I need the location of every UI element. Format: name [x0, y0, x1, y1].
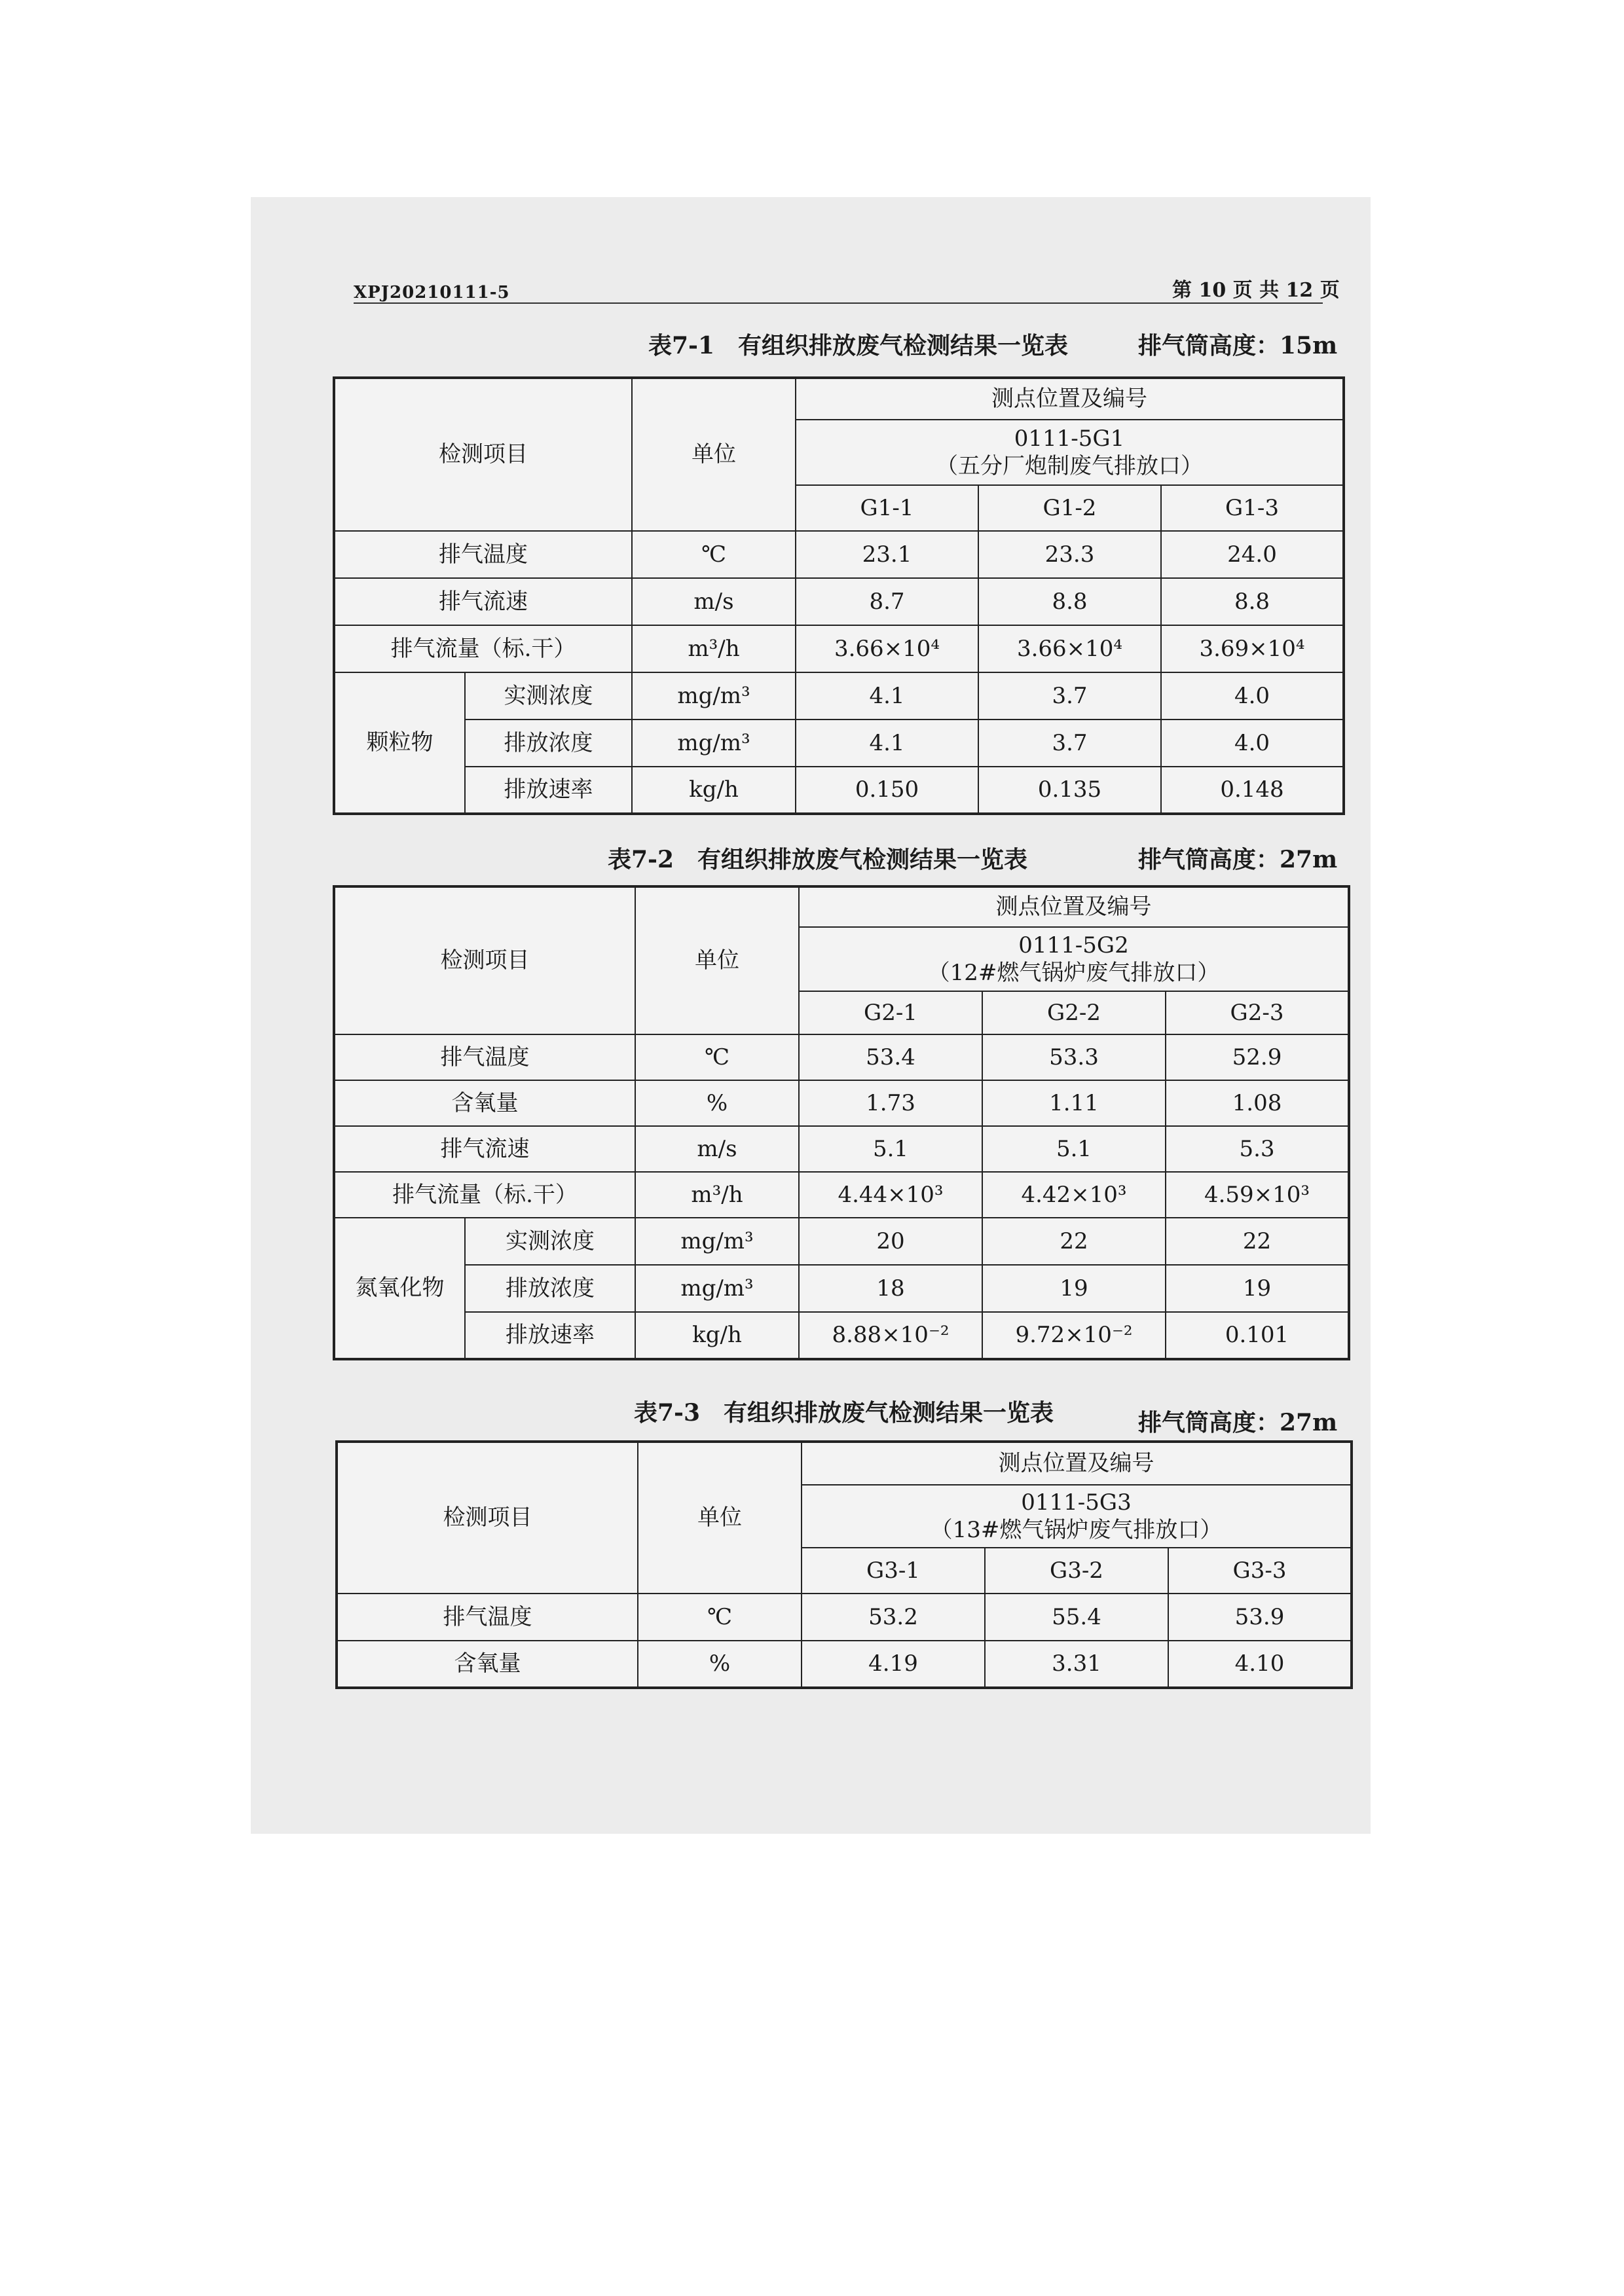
table-row: [334, 1172, 1349, 1218]
value-cell: 4.10: [1168, 1641, 1352, 1688]
row-unit: kg/h: [635, 1312, 799, 1359]
pollutant-label: 氮氧化物: [334, 1218, 465, 1359]
point-label: G1-1: [796, 485, 978, 531]
value-cell: 22: [982, 1218, 1166, 1265]
value-cell: 53.4: [799, 1034, 982, 1080]
row-item: 含氧量: [337, 1641, 638, 1688]
value-cell: 0.150: [796, 767, 978, 814]
value-cell: 22: [1166, 1218, 1349, 1265]
table-7-1: [333, 376, 1345, 815]
value-cell: 8.8: [1161, 578, 1344, 625]
value-cell: 5.1: [799, 1126, 982, 1172]
table-row: [334, 1126, 1349, 1172]
value-cell: 55.4: [985, 1594, 1168, 1641]
site-code: 0111-5G1: [1014, 425, 1125, 452]
pollutant-label: 颗粒物: [334, 672, 465, 814]
value-cell: 1.08: [1166, 1080, 1349, 1126]
table-row: [334, 1312, 1349, 1359]
value-cell: 19: [982, 1265, 1166, 1312]
value-cell: 0.101: [1166, 1312, 1349, 1359]
value-cell: 5.3: [1166, 1126, 1349, 1172]
table-row: [337, 1641, 1352, 1688]
site-code: 0111-5G3: [1021, 1489, 1132, 1516]
row-unit: %: [635, 1080, 799, 1126]
table-row: [334, 1080, 1349, 1126]
site-name: （12#燃气锅炉废气排放口）: [927, 960, 1220, 986]
value-cell: 23.1: [796, 531, 978, 578]
row-item: 排气温度: [337, 1594, 638, 1641]
row-unit: mg/m³: [635, 1265, 799, 1312]
site-cell: [802, 1485, 1352, 1548]
value-cell: 4.0: [1161, 720, 1344, 767]
value-cell: 3.66×10⁴: [796, 625, 978, 672]
table-7-1-caption: 表7-1 有组织排放废气检测结果一览表: [648, 332, 1069, 359]
row-unit: m³/h: [632, 625, 796, 672]
table-row: [337, 1594, 1352, 1641]
table-7-2-stack-height: 排气筒高度：27m: [1138, 846, 1338, 873]
table-7-3: [335, 1440, 1353, 1689]
row-item: 实测浓度: [465, 1218, 635, 1265]
site-name: （13#燃气锅炉废气排放口）: [930, 1517, 1223, 1543]
row-item: 排放速率: [465, 767, 632, 814]
header-rule: [354, 302, 1323, 304]
row-unit: ℃: [632, 531, 796, 578]
value-cell: 0.135: [978, 767, 1161, 814]
point-label: G3-1: [802, 1548, 985, 1594]
table-row: [334, 767, 1344, 814]
col-header-item: 检测项目: [334, 886, 635, 1034]
value-cell: 1.73: [799, 1080, 982, 1126]
value-cell: 4.59×10³: [1166, 1172, 1349, 1218]
value-cell: 4.1: [796, 720, 978, 767]
value-cell: 3.31: [985, 1641, 1168, 1688]
value-cell: 3.7: [978, 720, 1161, 767]
value-cell: 52.9: [1166, 1034, 1349, 1080]
col-header-unit: 单位: [632, 378, 796, 531]
row-unit: %: [638, 1641, 802, 1688]
table-7-2: [333, 885, 1350, 1360]
row-item: 含氧量: [334, 1080, 635, 1126]
value-cell: 4.0: [1161, 672, 1344, 720]
value-cell: 0.148: [1161, 767, 1344, 814]
row-unit: mg/m³: [632, 672, 796, 720]
value-cell: 4.44×10³: [799, 1172, 982, 1218]
value-cell: 3.69×10⁴: [1161, 625, 1344, 672]
row-item: 排气温度: [334, 531, 632, 578]
row-unit: ℃: [638, 1594, 802, 1641]
table-row: [334, 1265, 1349, 1312]
row-unit: mg/m³: [635, 1218, 799, 1265]
point-label: G2-3: [1166, 991, 1349, 1034]
value-cell: 3.66×10⁴: [978, 625, 1161, 672]
table-row: [334, 625, 1344, 672]
value-cell: 23.3: [978, 531, 1161, 578]
page-number: 第 10 页 共 12 页: [1172, 279, 1340, 302]
row-item: 实测浓度: [465, 672, 632, 720]
col-header-group: 测点位置及编号: [796, 378, 1344, 420]
table-7-3-caption: 表7-3 有组织排放废气检测结果一览表: [634, 1399, 1054, 1427]
table-7-1-stack-height: 排气筒高度：15m: [1138, 332, 1338, 359]
value-cell: 20: [799, 1218, 982, 1265]
site-name: （五分厂炮制废气排放口）: [936, 453, 1203, 479]
table-row: [334, 1034, 1349, 1080]
col-header-unit: 单位: [638, 1442, 802, 1594]
col-header-group: 测点位置及编号: [802, 1442, 1352, 1485]
row-item: 排放浓度: [465, 720, 632, 767]
table-row: [334, 531, 1344, 578]
value-cell: 3.7: [978, 672, 1161, 720]
point-label: G1-3: [1161, 485, 1344, 531]
table-row: [334, 578, 1344, 625]
value-cell: 8.88×10⁻²: [799, 1312, 982, 1359]
point-label: G1-2: [978, 485, 1161, 531]
value-cell: 53.9: [1168, 1594, 1352, 1641]
document-id: XPJ20210111-5: [354, 283, 510, 302]
point-label: G2-2: [982, 991, 1166, 1034]
row-unit: m/s: [635, 1126, 799, 1172]
value-cell: 4.19: [802, 1641, 985, 1688]
row-item: 排放浓度: [465, 1265, 635, 1312]
value-cell: 19: [1166, 1265, 1349, 1312]
row-unit: kg/h: [632, 767, 796, 814]
col-header-item: 检测项目: [334, 378, 632, 531]
row-unit: ℃: [635, 1034, 799, 1080]
table-7-2-caption: 表7-2 有组织排放废气检测结果一览表: [608, 846, 1028, 873]
row-unit: mg/m³: [632, 720, 796, 767]
row-item: 排气流速: [334, 1126, 635, 1172]
row-unit: m³/h: [635, 1172, 799, 1218]
col-header-item: 检测项目: [337, 1442, 638, 1594]
value-cell: 1.11: [982, 1080, 1166, 1126]
table-row: [334, 1218, 1349, 1265]
row-item: 排气温度: [334, 1034, 635, 1080]
value-cell: 18: [799, 1265, 982, 1312]
value-cell: 53.3: [982, 1034, 1166, 1080]
row-item: 排放速率: [465, 1312, 635, 1359]
row-unit: m/s: [632, 578, 796, 625]
value-cell: 4.42×10³: [982, 1172, 1166, 1218]
value-cell: 4.1: [796, 672, 978, 720]
point-label: G3-2: [985, 1548, 1168, 1594]
row-item: 排气流速: [334, 578, 632, 625]
table-row: [334, 720, 1344, 767]
table-7-3-stack-height: 排气筒高度：27m: [1138, 1409, 1338, 1436]
value-cell: 8.7: [796, 578, 978, 625]
value-cell: 9.72×10⁻²: [982, 1312, 1166, 1359]
site-cell: [796, 420, 1344, 485]
site-code: 0111-5G2: [1018, 932, 1129, 958]
col-header-unit: 单位: [635, 886, 799, 1034]
value-cell: 53.2: [802, 1594, 985, 1641]
site-cell: [799, 927, 1349, 991]
point-label: G2-1: [799, 991, 982, 1034]
value-cell: 8.8: [978, 578, 1161, 625]
col-header-group: 测点位置及编号: [799, 886, 1349, 927]
row-item: 排气流量（标.干）: [334, 1172, 635, 1218]
row-item: 排气流量（标.干）: [334, 625, 632, 672]
table-row: [334, 672, 1344, 720]
value-cell: 5.1: [982, 1126, 1166, 1172]
point-label: G3-3: [1168, 1548, 1352, 1594]
value-cell: 24.0: [1161, 531, 1344, 578]
